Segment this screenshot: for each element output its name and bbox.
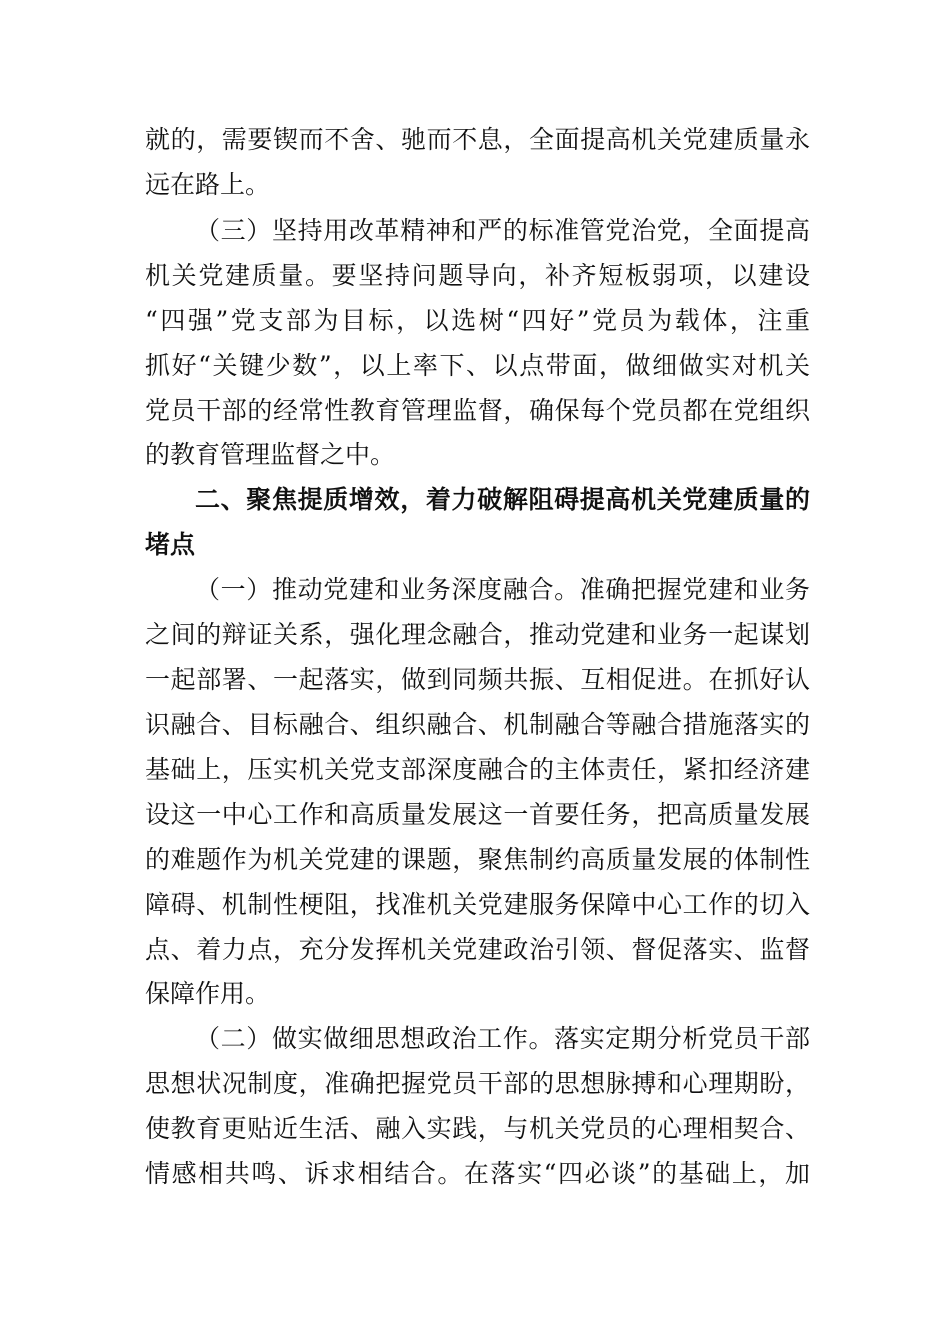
text-line: 思想状况制度，准确把握党员干部的思想脉搏和心理期盼， — [145, 1069, 810, 1098]
section-heading-2: 二、聚焦提质增效，着力破解阻碍提高机关党建质量的 — [195, 485, 810, 514]
text-line: 障碍、机制性梗阻，找准机关党建服务保障中心工作的切入 — [145, 890, 810, 919]
section-heading-2-cont: 堵点 — [145, 530, 196, 559]
text-line: 保障作用。 — [145, 979, 271, 1008]
text-line: 使教育更贴近生活、融入实践，与机关党员的心理相契合、 — [145, 1114, 810, 1143]
text-line: 的难题作为机关党建的课题，聚焦制约高质量发展的体制性 — [145, 845, 810, 874]
text-line: 点、着力点，充分发挥机关党建政治引领、督促落实、监督 — [145, 935, 810, 964]
section-three-title-line: （三）坚持用改革精神和严的标准管党治党，全面提高 — [195, 216, 810, 245]
text-line: 的教育管理监督之中。 — [145, 440, 396, 469]
text-line: 之间的辩证关系，强化理念融合，推动党建和业务一起谋划 — [145, 620, 810, 649]
text-line: 机关党建质量。要坚持问题导向，补齐短板弱项，以建设 — [145, 261, 810, 290]
subsection-two-title-line: （二）做实做细思想政治工作。落实定期分析党员干部 — [195, 1024, 810, 1053]
text-line: 就的，需要锲而不舍、驰而不息，全面提高机关党建质量永 — [145, 125, 810, 154]
text-line: “四强”党支部为目标，以选树“四好”党员为载体，注重 — [145, 306, 810, 335]
text-line: 情感相共鸣、诉求相结合。在落实“四必谈”的基础上，加 — [145, 1159, 810, 1188]
text-line: 设这一中心工作和高质量发展这一首要任务，把高质量发展 — [145, 800, 810, 829]
text-line: 一起部署、一起落实，做到同频共振、互相促进。在抓好认 — [145, 665, 810, 694]
text-line: 抓好“关键少数”，以上率下、以点带面，做细做实对机关 — [145, 351, 810, 380]
subsection-one-title-line: （一）推动党建和业务深度融合。准确把握党建和业务 — [195, 575, 810, 604]
text-line: 党员干部的经常性教育管理监督，确保每个党员都在党组织 — [145, 396, 810, 425]
text-line: 远在路上。 — [145, 170, 271, 199]
text-line: 基础上，压实机关党支部深度融合的主体责任，紧扣经济建 — [145, 755, 810, 784]
text-line: 识融合、目标融合、组织融合、机制融合等融合措施落实的 — [145, 710, 810, 739]
